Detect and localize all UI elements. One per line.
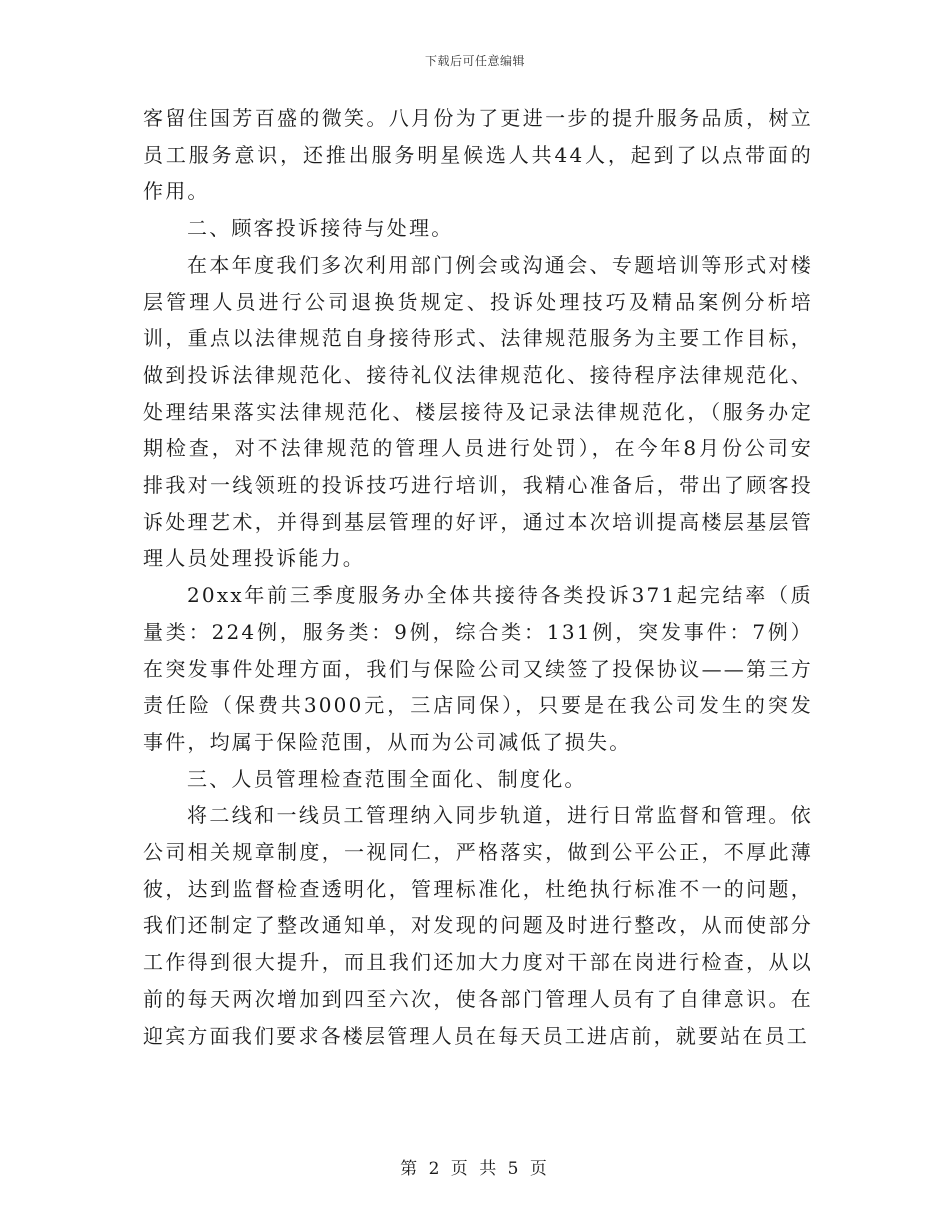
section-heading-staff-management: 三、人员管理检查范围全面化、制度化。 [187,766,587,791]
paragraph-continuation: 客留住国芳百盛的微笑。八月份为了更进一步的提升服务品质，树立员工服务意识，还推出服务明星候选人共44人，起到了以点带面的作用。 [143,106,813,204]
paragraph-complaint-stats: 20xx年前三季度服务办全体共接待各类投诉371起完结率（质量类：224例，服务类：9例，综合类：131例，突发事件：7例）在突发事件处理方面，我们与保险公司又续签了投保协议——第三方责任险（保费共3000元，三店同保），只要是在我公司发生的突发事件，均属于保险范围，从而为公司减低了损失。 [143,583,813,754]
page-number-footer: 第 2 页 共 5 页 [400,1159,550,1179]
document-body [143,100,813,1054]
page-header-note: 下载后可任意编辑 [424,54,525,68]
paragraph-training: 在本年度我们多次利用部门例会或沟通会、专题培训等形式对楼层管理人员进行公司退换货规定、投诉处理技巧及精品案例分析培训，重点以法律规范自身接待形式、法律规范服务为主要工作目标，做到投诉法律规范化、接待礼仪法律规范化、接待程序法律规范化、处理结果落实法律规范化、楼层接待及记录法律规范化，（服务办定期检查，对不法律规范的管理人员进行处罚），在今年8月份公司安排我对一线领班的投诉技巧进行培训，我精心准备后，带出了顾客投诉处理艺术，并得到基层管理的好评，通过本次培训提高楼层基层管理人员处理投诉能力。 [143,252,813,571]
section-heading-complaints: 二、顾客投诉接待与处理。 [187,216,454,241]
paragraph-staff-management: 将二线和一线员工管理纳入同步轨道，进行日常监督和管理。依公司相关规章制度，一视同仁，严格落实，做到公平公正，不厚此薄彼，达到监督检查透明化，管理标准化，杜绝执行标准不一的问题，我们还制定了整改通知单，对发现的问题及时进行整改，从而使部分工作得到很大提升，而且我们还加大力度对干部在岗进行检查，从以前的每天两次增加到四至六次，使各部门管理人员有了自律意识。在迎宾方面我们要求各楼层管理人员在每天员工进店前，就要站在员工 [143,803,813,1048]
